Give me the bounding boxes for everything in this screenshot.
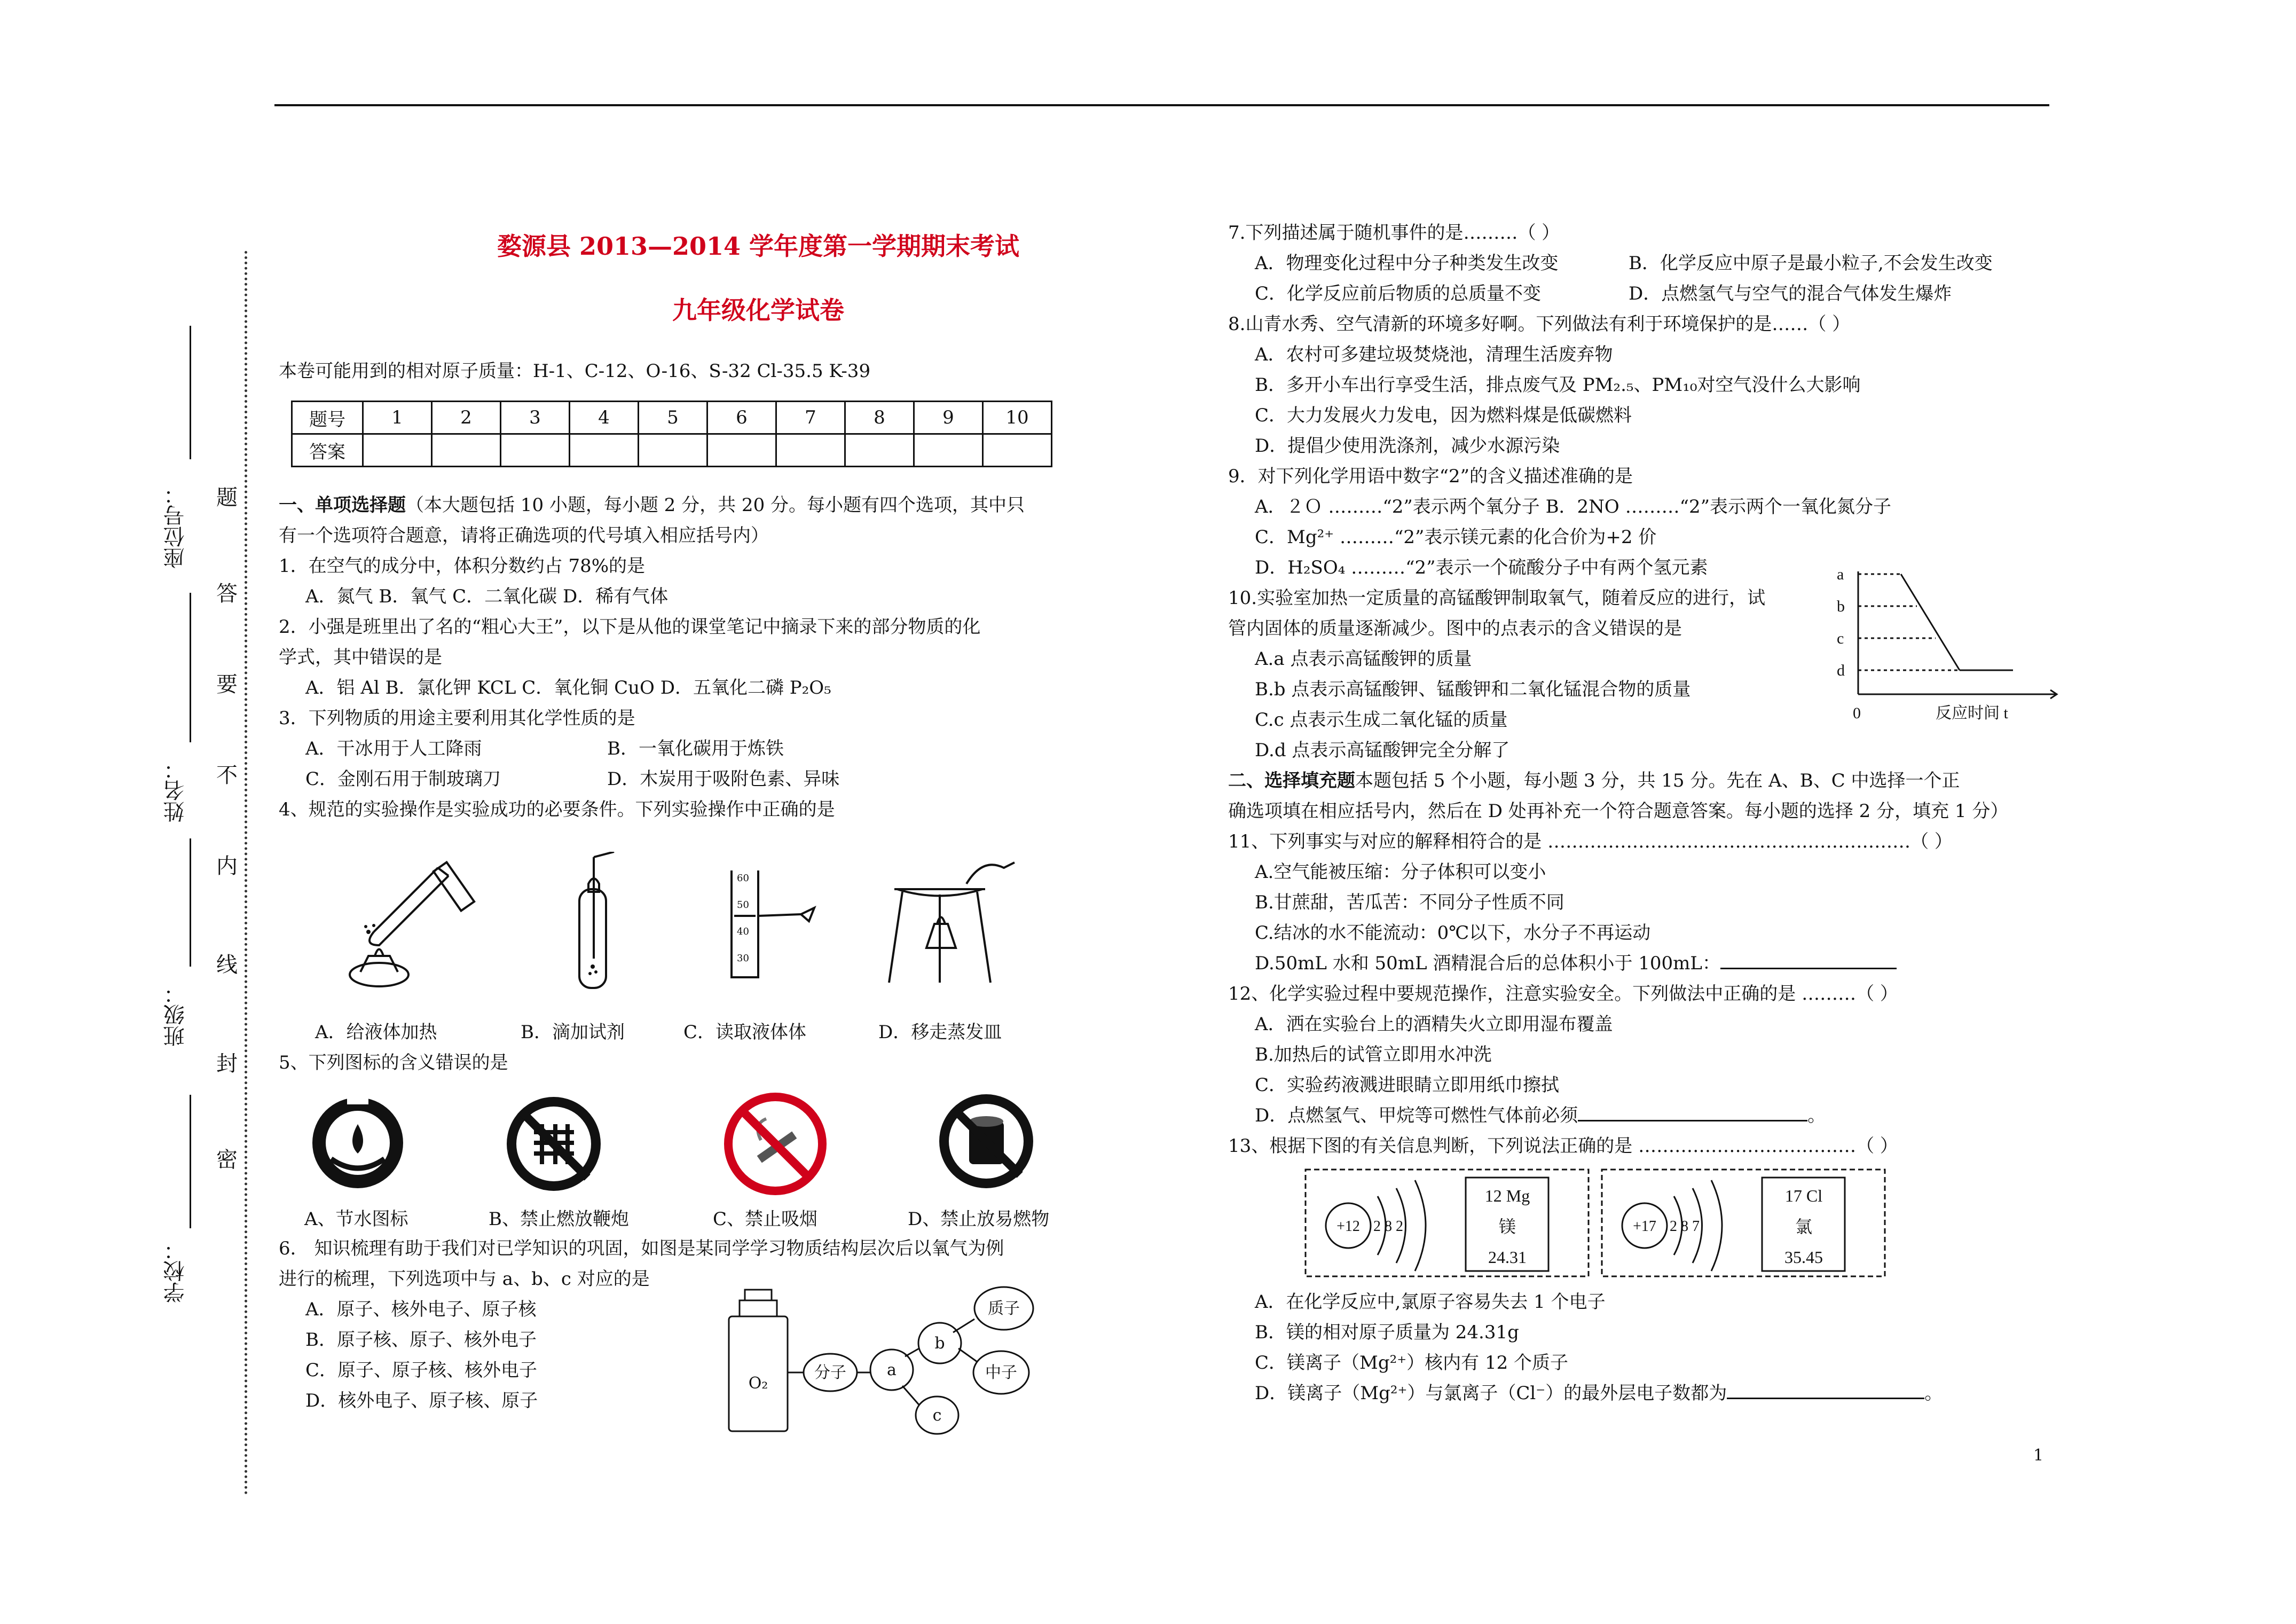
bind-char: 题	[216, 485, 238, 510]
diagram-bottle-label: O₂	[748, 1374, 768, 1393]
q11-answer-blank[interactable]	[1720, 968, 1897, 969]
tick-label: 60	[737, 873, 749, 884]
q6-option-c: C．原子、原子核、核外电子	[305, 1360, 538, 1381]
question-number: 1	[363, 402, 432, 434]
section1-heading: 一、单项选择题（本大题包括 10 小题，每小题 2 分，共 20 分。每小题有四个选项，其中只	[279, 495, 1025, 516]
graph-label-d: d	[1837, 662, 1845, 679]
heating-liquid-figure	[342, 852, 481, 996]
q11-option-c: C.结冰的水不能流动：0℃以下，水分子不再运动	[1255, 922, 1651, 944]
school-label: 学校：	[163, 1239, 188, 1303]
q12-option-b: B.加热后的试管立即用水冲洗	[1255, 1044, 1492, 1065]
q8-option-a: A．农村可多建垃圾焚烧池，清理生活废弃物	[1255, 344, 1613, 365]
question-number: 3	[501, 402, 570, 434]
q10-option-b: B.b 点表示高锰酸钾、锰酸钾和二氧化锰混合物的质量	[1255, 679, 1691, 700]
tick-label: 50	[737, 899, 749, 911]
graph-xlabel: 反应时间 t	[1936, 704, 2008, 722]
no-firecrackers-icon	[505, 1095, 603, 1194]
name-label: 姓名：	[163, 758, 188, 822]
q13-options	[1228, 1287, 1943, 1409]
q12-option-d: D．点燃氢气、甲烷等可燃性气体前必须 。	[1255, 1105, 1826, 1126]
header-rule	[274, 104, 2049, 106]
q9-option-ab: A．２Ｏ ………“2”表示两个氧分子 B．2NO ………“2”表示两个一氧化氮分子	[1255, 496, 1892, 517]
q12-option-a: A．洒在实验台上的酒精失火立即用湿布覆盖	[1255, 1014, 1613, 1035]
graph-label-c: c	[1837, 630, 1844, 647]
cl-mass: 35.45	[1784, 1248, 1823, 1267]
seat-blank[interactable]	[190, 326, 191, 459]
answer-cell[interactable]	[707, 434, 776, 467]
q5-stem: 5、下列图标的含义错误的是	[279, 1052, 508, 1073]
answer-cell[interactable]	[639, 434, 707, 467]
q13-option-d: D．镁离子（Mg²⁺）与氯离子（Cl⁻）的最外层电子数都为 。	[1255, 1383, 1943, 1404]
table-row-label: 答案	[292, 434, 363, 467]
q5-option-c: C、禁止吸烟	[713, 1209, 818, 1230]
structure-diagram	[724, 1282, 1097, 1437]
q5-captions	[304, 1204, 1049, 1230]
bind-char: 不	[216, 763, 238, 788]
q11-stem: 11、下列事实与对应的解释相符合的是 ……………………………………………………（ ）	[1228, 831, 1953, 852]
q9-option-c: C．Mg²⁺ ………“2”表示镁元素的化合价为+2 价	[1255, 527, 1657, 548]
cl-shells: 2 8 7	[1670, 1218, 1700, 1235]
mg-shells: 2 8 2	[1373, 1218, 1403, 1235]
bind-char: 要	[216, 672, 238, 697]
section2-heading: 二、选择填充题本题包括 5 个小题，每小题 3 分，共 15 分。先在 A、B、C 中选择一个正	[1228, 770, 1960, 791]
section2-desc: 确选项填在相应括号内，然后在 D 处再补充一个符合题意答案。每小题的选择 2 分，填充 1 分）	[1228, 801, 2009, 822]
q9-option-d: D．H₂SO₄ ………“2”表示一个硫酸分子中有两个氢元素	[1255, 557, 1708, 578]
class-label: 班级：	[163, 983, 188, 1047]
q4-captions	[315, 1017, 1002, 1044]
no-flammables-icon	[937, 1092, 1036, 1191]
question-number: 2	[432, 402, 501, 434]
answer-cell[interactable]	[845, 434, 914, 467]
cl-number-symbol: 17 Cl	[1784, 1186, 1823, 1205]
q11-option-d: D.50mL 水和 50mL 酒精混合后的总体积小于 100mL：	[1228, 948, 2008, 979]
q5-option-a: A、节水图标	[304, 1209, 408, 1230]
question-number: 9	[914, 402, 983, 434]
q8-option-d: D．提倡少使用洗涤剂，减少水源污染	[1255, 435, 1560, 457]
q4-option-b: B．滴加试剂	[521, 1022, 625, 1043]
q10-stem: 管内固体的质量逐渐减少。图中的点表示的含义错误的是	[1228, 618, 1682, 639]
binding-line	[245, 251, 247, 1495]
q12-option-c: C．实验药液溅进眼睛立即用纸巾擦拭	[1255, 1074, 1560, 1096]
bind-char: 密	[216, 1148, 238, 1172]
q12-stem: 12、化学实验过程中要规范操作，注意实验安全。下列做法中正确的是 ………（ ）	[1228, 983, 1898, 1005]
q13-answer-blank[interactable]	[1727, 1398, 1924, 1399]
q7-stem: 7.下列描述属于随机事件的是………（ ）	[1228, 222, 1560, 244]
section1-desc: 有一个选项符合题意，请将正确选项的代号填入相应括号内）	[279, 525, 769, 546]
q9-stem: 9．对下列化学用语中数字“2”的含义描述准确的是	[1228, 466, 1633, 487]
name-blank[interactable]	[190, 593, 191, 742]
answer-cell[interactable]	[432, 434, 501, 467]
q4-option-a: A．给液体加热	[315, 1022, 437, 1043]
q11-option-a: A.空气能被压缩：分子体积可以变小	[1255, 861, 1546, 883]
answer-cell[interactable]	[501, 434, 570, 467]
q10-option-d: D.d 点表示高锰酸钾完全分解了	[1255, 740, 1510, 761]
q8-option-b: B．多开小车出行享受生活，排点废气及 PM₂.₅、PM₁₀对空气没什么大影响	[1255, 374, 1861, 396]
question-number: 5	[639, 402, 707, 434]
graph-label-b: b	[1837, 598, 1845, 615]
diagram-neutron: 中子	[985, 1363, 1017, 1382]
tick-label: 30	[737, 953, 749, 964]
answer-cell[interactable]	[570, 434, 639, 467]
atomic-masses: 本卷可能用到的相对原子质量：H-1、C-12、O-16、S-32 Cl-35.5 K-39	[279, 360, 871, 382]
diagram-proton: 质子	[988, 1299, 1020, 1318]
q12-answer-blank[interactable]	[1578, 1120, 1807, 1121]
q2-options: A．铝 Al B．氯化钾 KCL C．氧化铜 CuO D．五氧化二磷 P₂O₅	[305, 677, 831, 699]
cl-name: 氯	[1795, 1217, 1813, 1236]
q4-option-c: C．读取液体体	[683, 1022, 807, 1043]
q7-options-row: C．化学反应前后物质的总质量不变 D．点燃氢气与空气的混合气体发生爆炸	[1255, 283, 1952, 304]
q2-stem: 2．小强是班里出了名的“粗心大王”，以下是从他的课堂笔记中摘录下来的部分物质的化	[279, 616, 981, 638]
q6-option-b: B．原子核、原子、核外电子	[305, 1329, 537, 1351]
question-number: 8	[845, 402, 914, 434]
q4-option-d: D．移走蒸发皿	[878, 1022, 1002, 1043]
q8-stem: 8.山青水秀、空气清新的环境多好啊。下列做法有利于环境保护的是……（ ）	[1228, 313, 1851, 335]
q13-stem: 13、根据下图的有关信息判断，下列说法正确的是 ………………………………（ ）	[1228, 1135, 1898, 1157]
seat-label: 座位号：	[163, 483, 188, 569]
evaporating-dish-figure	[881, 852, 1020, 991]
q10-stem: 10.实验室加热一定质量的高锰酸钾制取氧气，随着反应的进行，试	[1228, 587, 1766, 609]
atom-info-diagram	[1303, 1164, 1890, 1282]
q7-options-row: A．物理变化过程中分子种类发生改变 B．化学反应中原子是最小粒子,不会发生改变	[1255, 253, 1993, 274]
q6-stem: 进行的梳理，下列选项中与 a、b、c 对应的是	[279, 1268, 650, 1290]
q1-options: A．氮气 B．氧气 C．二氧化碳 D．稀有气体	[305, 586, 669, 607]
exam-subtitle: 九年级化学试卷	[672, 296, 844, 325]
mg-mass: 24.31	[1488, 1248, 1527, 1267]
bind-char: 答	[216, 582, 238, 606]
bind-char: 线	[216, 953, 238, 977]
water-saving-icon	[310, 1095, 406, 1191]
question-number: 7	[776, 402, 845, 434]
answer-cell[interactable]	[363, 434, 432, 467]
q13-option-a: A．在化学反应中,氯原子容易失去 1 个电子	[1255, 1291, 1606, 1313]
q6-stem: 6． 知识梳理有助于我们对已学知识的巩固，如图是某同学学习物质结构层次后以氧气为例	[279, 1238, 1004, 1259]
graph-origin: 0	[1853, 704, 1861, 722]
answer-cell[interactable]	[914, 434, 983, 467]
mg-name: 镁	[1498, 1217, 1516, 1236]
bind-char: 封	[216, 1052, 238, 1076]
table-row-label: 题号	[292, 402, 363, 434]
question-number: 4	[570, 402, 639, 434]
bind-char: 内	[216, 854, 238, 878]
q10-option-a: A.a 点表示高锰酸钾的质量	[1255, 648, 1472, 670]
no-smoking-icon	[724, 1092, 828, 1196]
left-column	[279, 490, 1025, 825]
q3-options-row: A．干冰用于人工降雨 B．一氧化碳用于炼铁	[305, 738, 784, 759]
q6-option-d: D．核外电子、原子核、原子	[305, 1390, 538, 1411]
q11-option-b: B.甘蔗甜，苦瓜苦：不同分子性质不同	[1255, 892, 1564, 913]
q13-option-b: B．镁的相对原子质量为 24.31g	[1255, 1322, 1519, 1343]
tick-label: 40	[737, 926, 749, 937]
q3-stem: 3．下列物质的用途主要利用其化学性质的是	[279, 708, 635, 729]
q5-option-b: B、禁止燃放鞭炮	[489, 1209, 629, 1230]
answer-table	[291, 401, 1052, 467]
graduated-cylinder-figure	[715, 865, 822, 983]
class-blank[interactable]	[190, 838, 191, 967]
answer-cell[interactable]	[776, 434, 845, 467]
q10-option-c: C.c 点表示生成二氧化锰的质量	[1255, 709, 1508, 731]
diagram-a: a	[887, 1361, 897, 1379]
q5-stem-row	[279, 1048, 508, 1078]
diagram-c: c	[932, 1406, 942, 1425]
answer-cell[interactable]	[983, 434, 1052, 467]
school-blank[interactable]	[190, 1095, 191, 1228]
dropper-figure	[561, 852, 635, 996]
q13-option-c: C．镁离子（Mg²⁺）核内有 12 个质子	[1255, 1352, 1569, 1374]
q2-stem: 学式，其中错误的是	[279, 647, 442, 668]
q6-option-a: A．原子、核外电子、原子核	[305, 1299, 537, 1320]
q3-options-row: C．金刚石用于制玻璃刀 D．木炭用于吸附色素、异味	[305, 768, 840, 790]
cl-nucleus: +17	[1633, 1218, 1656, 1235]
q1-stem: 1．在空气的成分中，体积分数约占 78%的是	[279, 555, 646, 577]
question-number: 6	[707, 402, 776, 434]
q8-option-c: C．大力发展火力发电，因为燃料煤是低碳燃料	[1255, 405, 1632, 426]
question-number: 10	[983, 402, 1052, 434]
graph-label-a: a	[1837, 566, 1844, 583]
q5-option-d: D、禁止放易燃物	[908, 1209, 1050, 1230]
diagram-molecule: 分子	[814, 1363, 846, 1382]
exam-title: 婺源县 2013—2014 学年度第一学期期末考试	[497, 232, 1020, 261]
page-number: 1	[2033, 1446, 2044, 1465]
diagram-b: b	[934, 1334, 945, 1353]
q4-stem: 4、规范的实验操作是实验成功的必要条件。下列实验操作中正确的是	[279, 799, 835, 820]
mass-time-graph	[1837, 555, 2061, 726]
mg-nucleus: +12	[1336, 1218, 1360, 1235]
mg-number-symbol: 12 Mg	[1484, 1186, 1530, 1205]
